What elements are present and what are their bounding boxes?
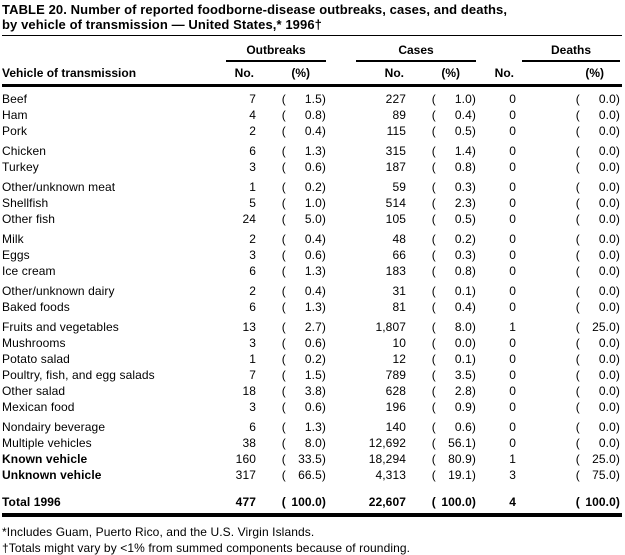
cell-out-pct: ( 8.0): [281, 436, 326, 450]
cell-death-pct: ( 0.0): [575, 180, 620, 194]
row-label: Turkey: [2, 160, 39, 174]
cell-death-pct: ( 0.0): [575, 384, 620, 398]
cell-case-no: 628: [385, 384, 406, 398]
cell-death-no: 0: [509, 212, 516, 226]
cell-out-pct: ( 0.4): [281, 284, 326, 298]
cell-death-pct: ( 0.0): [575, 248, 620, 262]
cell-death-no: 0: [509, 160, 516, 174]
cell-death-pct: ( 100.0): [575, 495, 620, 509]
cell-death-pct: ( 0.0): [575, 160, 620, 174]
row-label: Baked foods: [2, 300, 70, 314]
row-label: Other fish: [2, 212, 56, 226]
row-label: Other/unknown meat: [2, 180, 116, 194]
cell-death-no: 1: [509, 320, 516, 334]
cell-case-pct: ( 1.4): [431, 144, 476, 158]
row-label: Shellfish: [2, 196, 49, 210]
cell-death-no: 0: [509, 108, 516, 122]
cell-case-no: 59: [392, 180, 406, 194]
cell-death-pct: ( 75.0): [575, 468, 620, 482]
cell-death-pct: ( 0.0): [575, 400, 620, 414]
table-row: [2, 383, 622, 399]
cell-case-no: 115: [386, 124, 406, 138]
cell-case-pct: ( 80.9): [431, 452, 476, 466]
cell-case-pct: ( 0.3): [431, 248, 476, 262]
cell-out-no: 2: [249, 124, 256, 138]
cell-death-no: 0: [509, 124, 516, 138]
cell-death-no: 0: [509, 300, 516, 314]
cell-out-no: 160: [235, 452, 256, 466]
cell-out-pct: ( 2.7): [281, 320, 326, 334]
group-header-cases: Cases: [356, 43, 476, 62]
cell-case-pct: ( 0.0): [431, 336, 476, 350]
outbreaks-no-header: No.: [234, 66, 254, 80]
cell-case-pct: ( 2.8): [431, 384, 476, 398]
cell-case-pct: ( 2.3): [431, 196, 476, 210]
cell-case-no: 105: [385, 212, 406, 226]
cell-out-pct: ( 1.3): [281, 264, 326, 278]
table-row: [2, 159, 622, 175]
cell-out-pct: ( 0.6): [281, 248, 326, 262]
cell-out-pct: ( 1.5): [281, 92, 326, 106]
cell-death-pct: ( 0.0): [575, 264, 620, 278]
cell-out-no: 6: [249, 420, 256, 434]
cell-out-no: 1: [249, 180, 256, 194]
row-label: Pork: [2, 124, 28, 138]
cell-death-no: 4: [509, 495, 516, 509]
cell-out-pct: ( 0.4): [281, 124, 326, 138]
cell-out-pct: ( 1.0): [281, 196, 326, 210]
outbreaks-pct-header: (%): [291, 66, 310, 80]
cell-death-no: 0: [509, 264, 516, 278]
cell-case-pct: ( 0.9): [431, 400, 476, 414]
cell-death-no: 0: [509, 284, 516, 298]
cell-death-no: 0: [509, 180, 516, 194]
cell-out-no: 7: [249, 368, 256, 382]
cell-death-pct: ( 0.0): [575, 300, 620, 314]
footnotes: [2, 524, 622, 555]
cell-case-pct: ( 0.1): [431, 352, 476, 366]
group-header-deaths-cell: [476, 43, 620, 62]
cell-out-no: 4: [249, 108, 256, 122]
row-label: Nondairy beverage: [2, 420, 106, 434]
cell-case-no: 12,692: [368, 436, 406, 450]
bottom-rule: [2, 513, 622, 517]
group-header-outbreaks-cell: [226, 43, 326, 62]
cell-case-no: 31: [392, 284, 406, 298]
cell-case-no: 12: [392, 352, 406, 366]
row-label: Milk: [2, 232, 24, 246]
deaths-pct-header: (%): [585, 66, 604, 80]
cell-death-no: 0: [509, 232, 516, 246]
table-body: [2, 91, 622, 510]
cell-death-pct: ( 0.0): [575, 352, 620, 366]
cell-out-no: 3: [249, 248, 256, 262]
row-label: Other/unknown dairy: [2, 284, 115, 298]
cell-out-pct: ( 1.3): [281, 144, 326, 158]
group-header-cases-cell: [326, 43, 476, 62]
cell-out-no: 7: [249, 92, 256, 106]
cell-death-no: 0: [509, 384, 516, 398]
cell-case-pct: ( 0.3): [431, 180, 476, 194]
group-header-deaths: Deaths: [522, 43, 620, 62]
cell-out-no: 1: [249, 352, 256, 366]
row-label: Other salad: [2, 384, 66, 398]
cell-case-pct: ( 0.5): [431, 212, 476, 226]
table-row: [2, 123, 622, 139]
row-label: Unknown vehicle: [2, 468, 102, 482]
cell-death-no: 0: [509, 400, 516, 414]
cell-case-no: 48: [392, 232, 406, 246]
cell-out-no: 6: [249, 264, 256, 278]
cell-case-no: 789: [385, 368, 406, 382]
cell-out-pct: ( 0.6): [281, 160, 326, 174]
cell-out-no: 3: [249, 400, 256, 414]
cell-out-no: 3: [249, 160, 256, 174]
cell-out-no: 6: [249, 300, 256, 314]
cell-case-pct: ( 0.4): [431, 300, 476, 314]
table-row: [2, 283, 622, 299]
table-title-line2: by vehicle of transmission — United States,* 1996†: [2, 17, 323, 32]
table-title-line1: TABLE 20. Number of reported foodborne-disease outbreaks, cases, and deaths,: [2, 2, 508, 17]
cell-out-no: 18: [242, 384, 256, 398]
cell-death-no: 0: [509, 436, 516, 450]
row-label: Mushrooms: [2, 336, 66, 350]
cell-out-no: 5: [249, 196, 256, 210]
row-label: Potato salad: [2, 352, 70, 366]
row-label: Mexican food: [2, 400, 75, 414]
table-row: [2, 211, 622, 227]
row-label: Poultry, fish, and egg salads: [2, 368, 155, 382]
cell-death-no: 0: [509, 248, 516, 262]
cell-death-pct: ( 0.0): [575, 436, 620, 450]
cell-case-no: 4,313: [375, 468, 406, 482]
cell-out-pct: ( 1.5): [281, 368, 326, 382]
cell-case-no: 22,607: [368, 495, 406, 509]
total-row: [2, 494, 622, 510]
group-header-row: [2, 43, 622, 62]
cell-case-pct: ( 56.1): [431, 436, 476, 450]
cell-out-pct: ( 100.0): [281, 495, 326, 509]
cell-out-pct: ( 0.8): [281, 108, 326, 122]
cell-case-pct: ( 0.6): [431, 420, 476, 434]
cell-out-pct: ( 33.5): [281, 452, 326, 466]
row-label: Fruits and vegetables: [2, 320, 119, 334]
cell-out-no: 477: [235, 495, 256, 509]
cell-death-no: 0: [509, 420, 516, 434]
table-row: [2, 319, 622, 335]
footnote-asterisk: *Includes Guam, Puerto Rico, and the U.S. Virgin Islands.: [2, 525, 315, 539]
cell-out-pct: ( 0.2): [281, 180, 326, 194]
table-row: [2, 399, 622, 415]
table-row: [2, 231, 622, 247]
cell-death-pct: ( 0.0): [575, 212, 620, 226]
row-label: Eggs: [2, 248, 30, 262]
cell-case-pct: ( 0.8): [431, 160, 476, 174]
cell-out-pct: ( 0.4): [281, 232, 326, 246]
cell-case-no: 10: [392, 336, 406, 350]
cell-death-pct: ( 0.0): [575, 284, 620, 298]
cell-case-pct: ( 19.1): [431, 468, 476, 482]
cell-out-no: 6: [249, 144, 256, 158]
cell-out-no: 2: [249, 284, 256, 298]
cell-out-pct: ( 1.3): [281, 300, 326, 314]
table-row: [2, 335, 622, 351]
cell-death-no: 0: [509, 196, 516, 210]
table-row: [2, 91, 622, 107]
cell-death-pct: ( 0.0): [575, 420, 620, 434]
table-row: [2, 467, 622, 483]
cell-out-pct: ( 5.0): [281, 212, 326, 226]
cell-death-pct: ( 0.0): [575, 108, 620, 122]
table-row: [2, 195, 622, 211]
cell-case-pct: ( 0.2): [431, 232, 476, 246]
table-row: [2, 107, 622, 123]
cell-death-pct: ( 0.0): [575, 336, 620, 350]
cell-case-pct: ( 0.5): [431, 124, 476, 138]
cell-case-no: 81: [392, 300, 406, 314]
cell-death-no: 0: [509, 336, 516, 350]
title-rule: [2, 35, 622, 36]
row-label: Beef: [2, 92, 28, 106]
cell-case-pct: ( 8.0): [431, 320, 476, 334]
cell-out-pct: ( 1.3): [281, 420, 326, 434]
cell-case-no: 227: [385, 92, 406, 106]
cell-death-no: 3: [509, 468, 516, 482]
column-header-row: [2, 66, 622, 87]
table-row: [2, 299, 622, 315]
row-label: Ice cream: [2, 264, 56, 278]
cell-case-no: 18,294: [368, 452, 406, 466]
cell-out-pct: ( 3.8): [281, 384, 326, 398]
table-row: [2, 179, 622, 195]
row-label: Ham: [2, 108, 28, 122]
cases-pct-header: (%): [441, 66, 460, 80]
row-label: Multiple vehicles: [2, 436, 92, 450]
cell-out-pct: ( 66.5): [281, 468, 326, 482]
cases-no-header: No.: [384, 66, 404, 80]
cell-death-pct: ( 0.0): [575, 368, 620, 382]
cell-case-pct: ( 0.4): [431, 108, 476, 122]
row-label: Known vehicle: [2, 452, 88, 466]
deaths-no-header: No.: [494, 66, 514, 80]
cell-out-no: 2: [249, 232, 256, 246]
table-row: [2, 435, 622, 451]
group-header-outbreaks: Outbreaks: [226, 43, 326, 62]
cell-death-pct: ( 0.0): [575, 124, 620, 138]
cell-case-no: 196: [385, 400, 406, 414]
cell-out-pct: ( 0.2): [281, 352, 326, 366]
table-row: [2, 143, 622, 159]
row-label: Total 1996: [2, 495, 61, 509]
table-row: [2, 263, 622, 279]
cell-death-pct: ( 0.0): [575, 144, 620, 158]
cell-case-pct: ( 100.0): [431, 495, 476, 509]
table-row: [2, 247, 622, 263]
table-row: [2, 451, 622, 467]
cell-death-pct: ( 0.0): [575, 92, 620, 106]
cell-death-pct: ( 0.0): [575, 232, 620, 246]
cell-case-pct: ( 0.8): [431, 264, 476, 278]
cell-out-pct: ( 0.6): [281, 400, 326, 414]
cell-out-no: 24: [242, 212, 256, 226]
cell-death-no: 0: [509, 144, 516, 158]
cell-case-no: 315: [385, 144, 406, 158]
row-label: Chicken: [2, 144, 47, 158]
cell-case-no: 89: [392, 108, 406, 122]
vehicle-of-transmission-header: Vehicle of transmission: [2, 66, 137, 80]
cell-death-no: 0: [509, 368, 516, 382]
cell-case-pct: ( 0.1): [431, 284, 476, 298]
cell-case-no: 187: [385, 160, 406, 174]
footnote-dagger: †Totals might vary by <1% from summed components because of rounding.: [2, 541, 411, 555]
cell-case-no: 514: [385, 196, 406, 210]
cell-death-no: 1: [509, 452, 516, 466]
cell-case-no: 183: [385, 264, 406, 278]
cell-death-no: 0: [509, 352, 516, 366]
table-row: [2, 351, 622, 367]
cell-death-no: 0: [509, 92, 516, 106]
cell-death-pct: ( 25.0): [575, 452, 620, 466]
cell-out-no: 13: [242, 320, 256, 334]
cell-case-pct: ( 3.5): [431, 368, 476, 382]
table-row: [2, 367, 622, 383]
table-row: [2, 419, 622, 435]
cell-case-no: 66: [392, 248, 406, 262]
cell-case-no: 140: [385, 420, 406, 434]
cell-out-no: 3: [249, 336, 256, 350]
cell-death-pct: ( 0.0): [575, 196, 620, 210]
cell-death-pct: ( 25.0): [575, 320, 620, 334]
cell-out-no: 317: [235, 468, 256, 482]
cell-case-no: 1,807: [375, 320, 406, 334]
cell-case-pct: ( 1.0): [431, 92, 476, 106]
cell-out-no: 38: [242, 436, 256, 450]
cell-out-pct: ( 0.6): [281, 336, 326, 350]
